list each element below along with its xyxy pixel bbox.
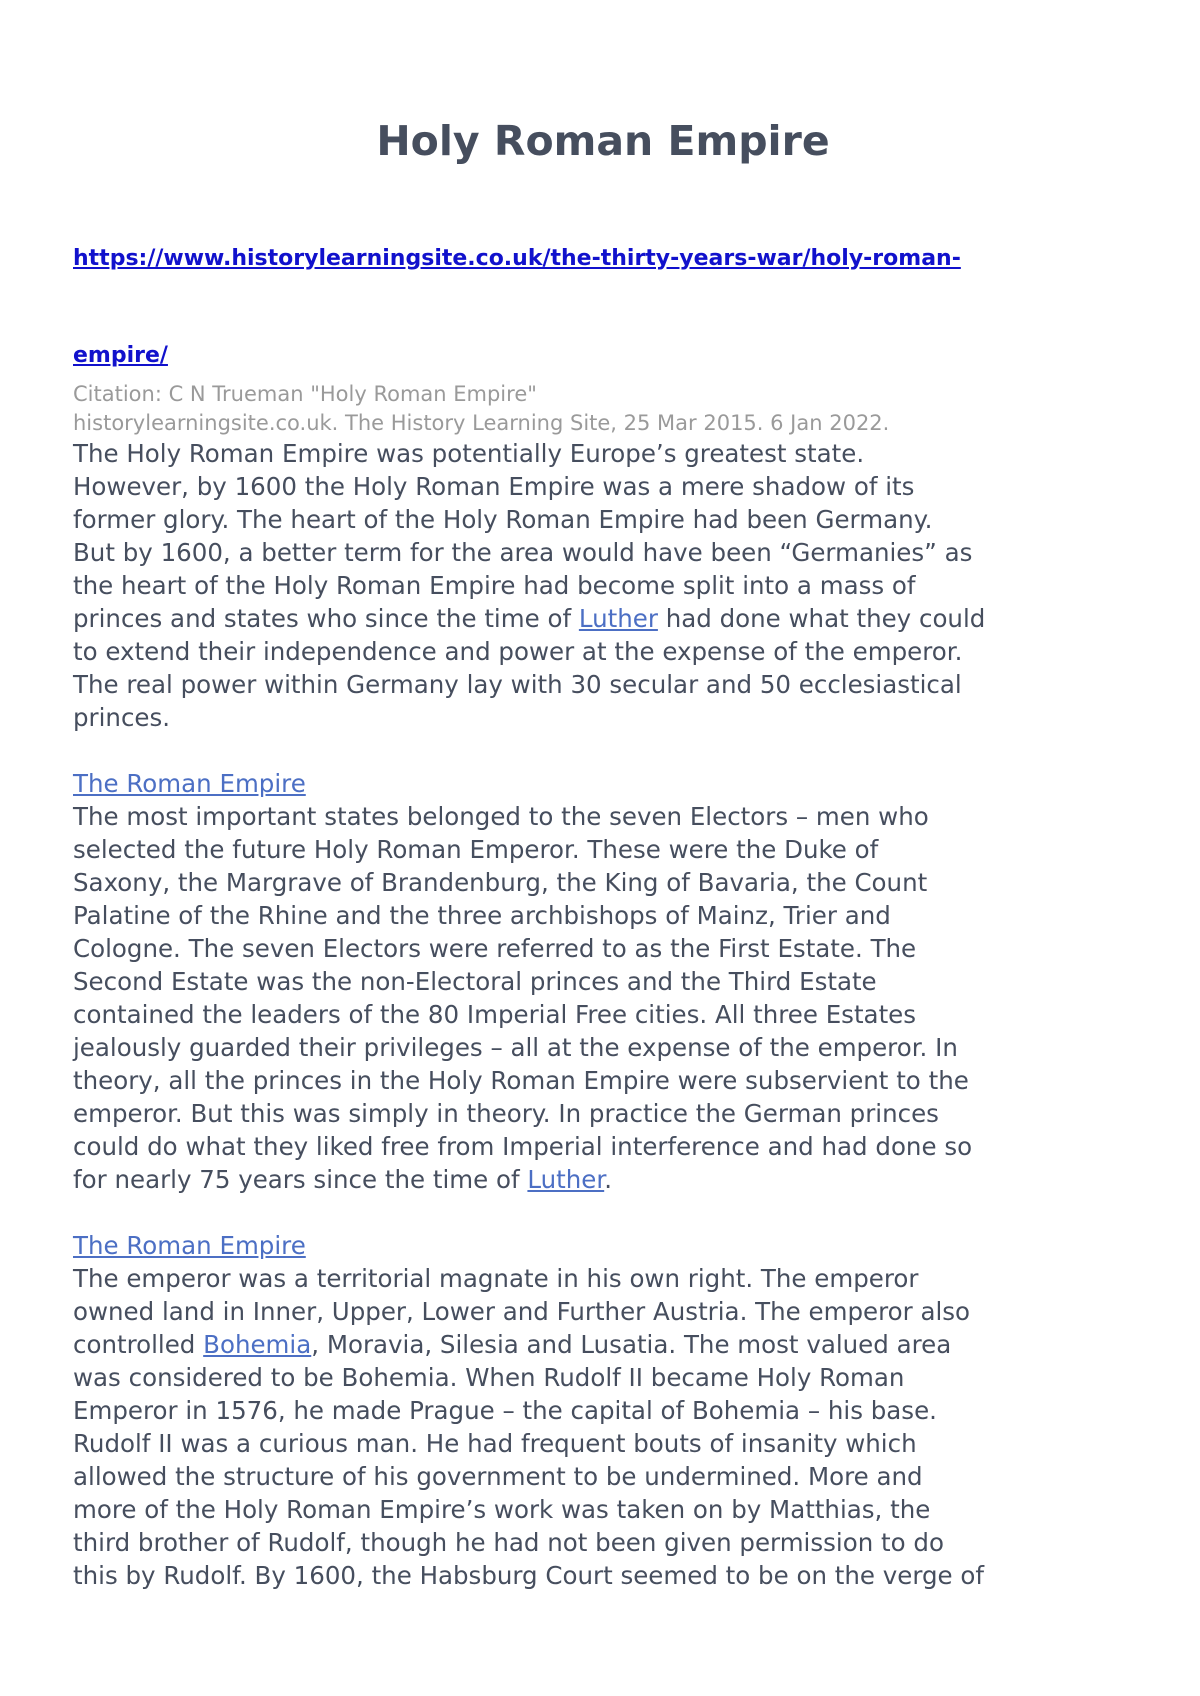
- paragraph-electors: [73, 800, 972, 1196]
- paragraph-line: But by 1600, a better term for the area would have been “Germanies” as: [73, 538, 973, 567]
- paragraph-intro: [73, 437, 985, 734]
- paragraph-line: the heart of the Holy Roman Empire had become split into a mass of: [73, 571, 916, 600]
- paragraph-line: Emperor in 1576, he made Prague – the capital of Bohemia – his base.: [73, 1396, 937, 1425]
- text-run: controlled: [73, 1330, 204, 1359]
- paragraph-line: The most important states belonged to the seven Electors – men who: [73, 802, 929, 831]
- paragraph-line: [73, 1163, 972, 1196]
- paragraph-line: jealously guarded their privileges – all at the expense of the emperor. In: [73, 1033, 958, 1062]
- paragraph-line: Palatine of the Rhine and the three archbishops of Mainz, Trier and: [73, 901, 891, 930]
- paragraph-line: princes.: [73, 703, 171, 732]
- paragraph-line: to extend their independence and power at the expense of the emperor.: [73, 637, 963, 666]
- paragraph-line: third brother of Rudolf, though he had not been given permission to do: [73, 1528, 944, 1557]
- text-run: for nearly 75 years since the time of: [73, 1165, 528, 1194]
- paragraph-line: The real power within Germany lay with 30 secular and 50 ecclesiastical: [73, 670, 962, 699]
- text-run: princes and states who since the time of: [73, 604, 579, 633]
- paragraph-line: allowed the structure of his government to be undermined. More and: [73, 1462, 923, 1491]
- text-run: .: [604, 1165, 612, 1194]
- luther-link[interactable]: Luther: [578, 604, 658, 633]
- paragraph-line: more of the Holy Roman Empire’s work was taken on by Matthias, the: [73, 1495, 931, 1524]
- citation-line-2: historylearningsite.co.uk. The History Learning Site, 25 Mar 2015. 6 Jan 2022.: [73, 411, 890, 435]
- paragraph-line: selected the future Holy Roman Emperor. These were the Duke of: [73, 835, 879, 864]
- roman-empire-link-1[interactable]: The Roman Empire: [73, 769, 306, 798]
- text-run: , Moravia, Silesia and Lusatia. The most valued area: [311, 1330, 952, 1359]
- paragraph-line: could do what they liked free from Imperial interference and had done so: [73, 1132, 973, 1161]
- paragraph-line: this by Rudolf. By 1600, the Habsburg Court seemed to be on the verge of: [73, 1561, 984, 1590]
- paragraph-line: Saxony, the Margrave of Brandenburg, the King of Bavaria, the Count: [73, 868, 928, 897]
- paragraph-line: [73, 1328, 984, 1361]
- paragraph-line: However, by 1600 the Holy Roman Empire was a mere shadow of its: [73, 472, 915, 501]
- paragraph-line: Rudolf II was a curious man. He had frequent bouts of insanity which: [73, 1429, 917, 1458]
- text-run: had done what they could: [657, 604, 986, 633]
- citation: [73, 380, 889, 438]
- paragraph-line: The emperor was a territorial magnate in his own right. The emperor: [73, 1264, 919, 1293]
- citation-line-1: Citation: C N Trueman "Holy Roman Empire": [73, 382, 537, 406]
- paragraph-line: contained the leaders of the 80 Imperial Free cities. All three Estates: [73, 1000, 917, 1029]
- source-link-line-2[interactable]: empire/: [73, 343, 168, 368]
- paragraph-line: owned land in Inner, Upper, Lower and Further Austria. The emperor also: [73, 1297, 971, 1326]
- paragraph-line: The Holy Roman Empire was potentially Europe’s greatest state.: [73, 439, 865, 468]
- paragraph-emperor: [73, 1262, 984, 1592]
- paragraph-line: Second Estate was the non-Electoral princes and the Third Estate: [73, 967, 877, 996]
- paragraph-line: was considered to be Bohemia. When Rudolf II became Holy Roman: [73, 1363, 905, 1392]
- paragraph-line: former glory. The heart of the Holy Roman Empire had been Germany.: [73, 505, 933, 534]
- page-title: Holy Roman Empire: [376, 117, 830, 165]
- paragraph-line: emperor. But this was simply in theory. In practice the German princes: [73, 1099, 939, 1128]
- roman-empire-link-2[interactable]: The Roman Empire: [73, 1231, 306, 1260]
- paragraph-line: Cologne. The seven Electors were referred to as the First Estate. The: [73, 934, 917, 963]
- source-link-line-1[interactable]: https://www.historylearningsite.co.uk/the-thirty-years-war/holy-roman-: [73, 246, 961, 271]
- luther-link[interactable]: Luther: [527, 1165, 605, 1194]
- bohemia-link[interactable]: Bohemia: [203, 1330, 312, 1359]
- paragraph-line: theory, all the princes in the Holy Roman Empire were subservient to the: [73, 1066, 969, 1095]
- paragraph-line: [73, 602, 985, 635]
